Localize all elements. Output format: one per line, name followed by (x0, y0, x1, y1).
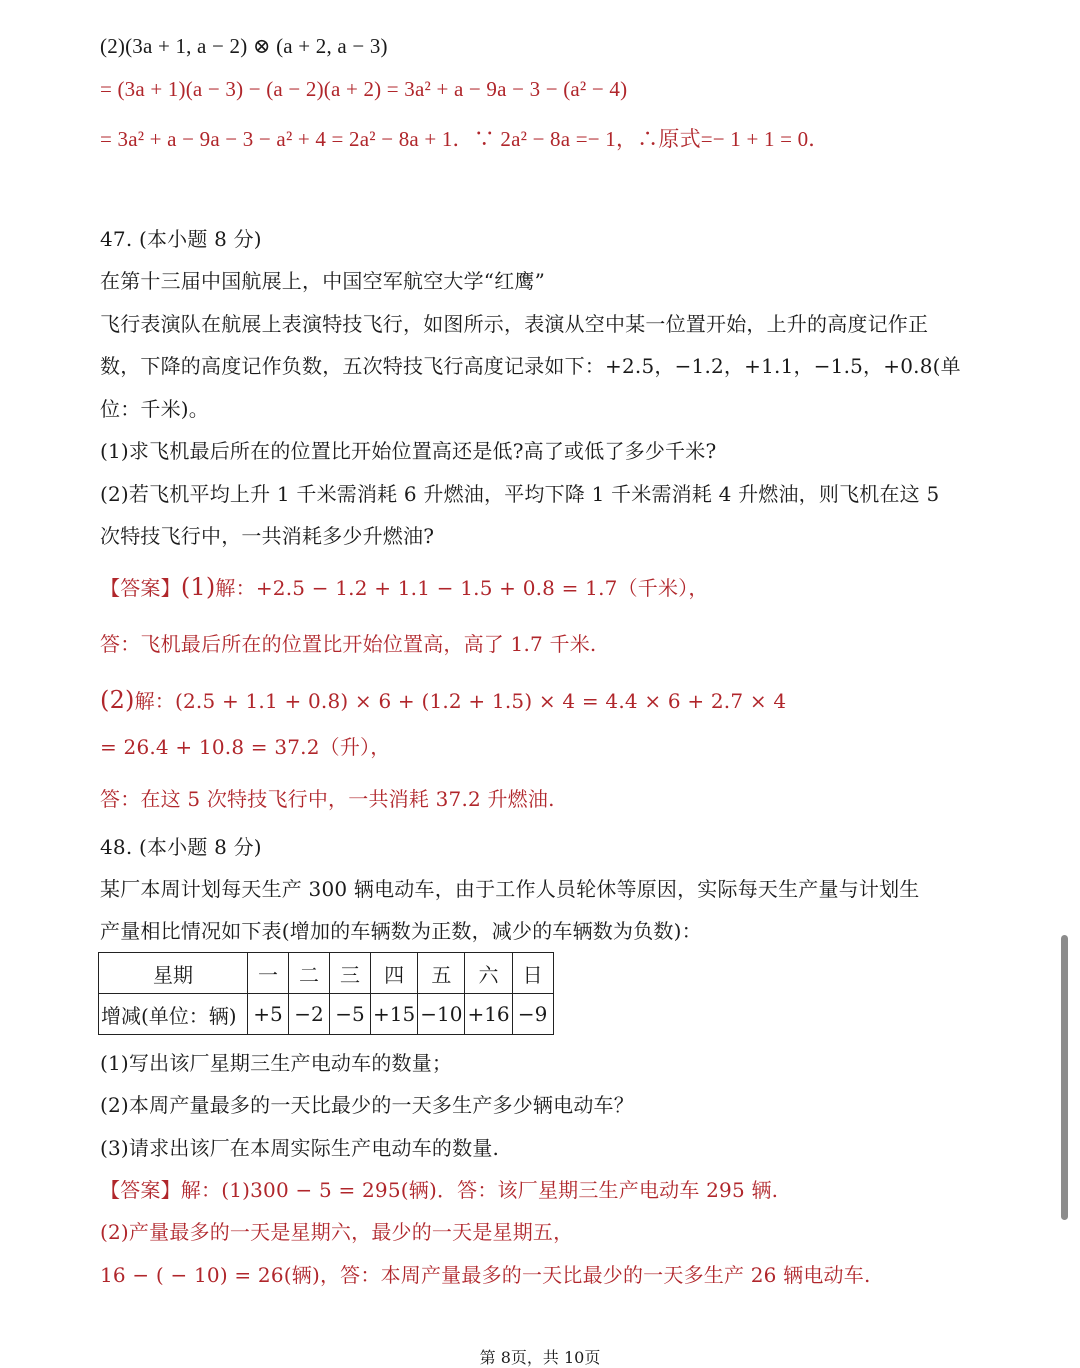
table-cell-day: 五 (418, 953, 465, 994)
prev-answer-line-3: = 3a² + a − 9a − 3 − a² + 4 = 2a² − 8a + 1．∵ 2a² − 8a =− 1，∴原式=− 1 + 1 = 0． (100, 127, 830, 151)
q48-sub-question-2: (2)本周产量最多的一天比最少的一天多生产多少辆电动车？ (100, 1093, 634, 1117)
answer-solution: 解：+2.5 − 1.2 + 1.1 − 1.5 + 0.8 = 1.7（千米）， (215, 576, 709, 600)
q47-answer-part-1 (100, 574, 709, 601)
table-cell-day: 日 (512, 953, 553, 994)
table-cell-day: 六 (465, 953, 512, 994)
production-table (98, 952, 554, 1035)
table-row (99, 994, 554, 1035)
q48-answer-line-2: (2)产量最多的一天是星期六，最少的一天是星期五， (100, 1220, 574, 1244)
table-cell-change: +5 (248, 994, 289, 1035)
prev-answer-line-2: = (3a + 1)(a − 3) − (a − 2)(a + 2) = 3a² + a − 9a − 3 − (a² − 4) (100, 77, 628, 101)
scrollbar-thumb[interactable] (1061, 935, 1068, 1220)
q47-sub-question-2: (2)若飞机平均上升 1 千米需消耗 6 升燃油，平均下降 1 千米需消耗 4 升燃油，则飞机在这 5 (100, 482, 940, 506)
q48-body-line: 某厂本周计划每天生产 300 辆电动车，由于工作人员轮休等原因，实际每天生产量与计划生 (100, 877, 920, 901)
table-cell-change: −10 (418, 994, 465, 1035)
q48-answer-line-1: 【答案】解：(1)300 − 5 = 295(辆)．答：该厂星期三生产电动车 295 辆. (100, 1178, 779, 1202)
q48-body-line: 产量相比情况如下表(增加的车辆数为正数，减少的车辆数为负数)： (100, 919, 702, 943)
table-cell-change: −9 (512, 994, 553, 1035)
answer-tag: 【答案】 (100, 576, 181, 600)
answer-part-number: (1) (180, 573, 216, 601)
q47-body-line: 在第十三届中国航展上，中国空军航空大学“红鹰” (100, 269, 546, 293)
q47-answer-part-2-cont: = 26.4 + 10.8 = 37.2（升）， (100, 735, 391, 759)
q48-sub-question-1: (1)写出该厂星期三生产电动车的数量； (100, 1051, 453, 1075)
answer-part-number: (2) (100, 686, 135, 714)
table-cell-change: −2 (289, 994, 330, 1035)
table-cell-day: 一 (248, 953, 289, 994)
table-cell-change: −5 (330, 994, 371, 1035)
table-row (99, 953, 554, 994)
q47-sub-question-1: (1)求飞机最后所在的位置比开始位置高还是低?高了或低了多少千米? (100, 439, 717, 463)
table-cell-day: 三 (330, 953, 371, 994)
q48-answer-line-3: 16 − ( − 10) = 26(辆)，答：本周产量最多的一天比最少的一天多生产 26 辆电动车. (100, 1263, 871, 1287)
q47-body-line: 位：千米)。 (100, 397, 210, 421)
q47-body-line: 飞行表演队在航展上表演特技飞行，如图所示，表演从空中某一位置开始，上升的高度记作正 (100, 312, 929, 336)
page-footer: 第 8页，共 10页 (479, 1348, 601, 1367)
table-cell-day: 二 (289, 953, 330, 994)
answer-solution: 解：(2.5 + 1.1 + 0.8) × 6 + (1.2 + 1.5) × 4 = 4.4 × 6 + 2.7 × 4 (134, 689, 787, 713)
q47-answer-conclusion-1: 答：飞机最后所在的位置比开始位置高，高了 1.7 千米. (100, 632, 597, 656)
q48-sub-question-3: (3)请求出该厂在本周实际生产电动车的数量. (100, 1136, 500, 1160)
q48-header: 48. (本小题 8 分) (100, 835, 262, 859)
q47-header: 47. (本小题 8 分) (100, 227, 262, 251)
table-row-header: 星期 (99, 953, 248, 994)
prev-answer-line-1: (2)(3a + 1, a − 2) ⊗ (a + 2, a − 3) (100, 34, 388, 58)
table-cell-day: 四 (371, 953, 418, 994)
q47-answer-part-2 (100, 687, 786, 714)
q47-answer-conclusion-2: 答：在这 5 次特技飞行中，一共消耗 37.2 升燃油. (100, 787, 555, 811)
q47-sub-question-2-cont: 次特技飞行中，一共消耗多少升燃油? (100, 524, 435, 548)
table-row-header: 增减(单位：辆) (99, 994, 248, 1035)
table-cell-change: +16 (465, 994, 512, 1035)
table-cell-change: +15 (371, 994, 418, 1035)
q47-body-line: 数，下降的高度记作负数，五次特技飞行高度记录如下：+2.5，−1.2，+1.1，−1.5，+0.8(单 (100, 354, 961, 378)
